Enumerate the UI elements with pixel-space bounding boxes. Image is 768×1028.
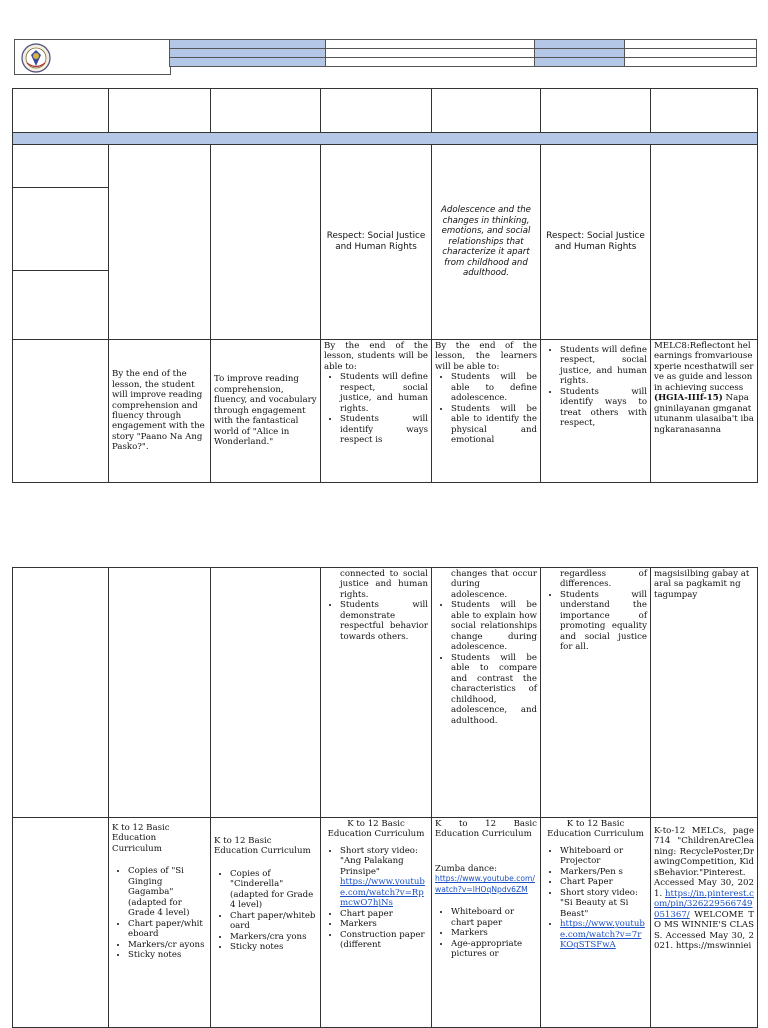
resource-title: K to 12 Basic Education Curriculum — [435, 819, 537, 840]
zumba-link[interactable]: https://www.youtube.com/watch?v=lHOqNpdv6ZM — [435, 874, 535, 894]
list-item: • Students will be able to explain how social relationships change during adolescence. — [451, 600, 537, 652]
lesson-plan-table-page2 — [12, 567, 758, 1028]
topic-text: Respect: Social Justice and Human Rights — [546, 231, 645, 252]
video-link[interactable]: https://www.youtube.com/watch?v=7rKOgSTSFwA — [560, 919, 645, 951]
continued-text: changes that occur during adolescence. — [451, 569, 537, 600]
label-cell-1 — [13, 89, 109, 133]
zumba-label: Zumba dance: — [435, 863, 497, 874]
objective-col2 — [109, 340, 211, 483]
resources-col4 — [321, 818, 432, 1028]
list-item: • Chart Paper — [560, 877, 647, 887]
list-item: • Chart paper — [340, 909, 428, 919]
label-cell-7 — [13, 818, 109, 1028]
list-item: • Markers — [340, 919, 428, 929]
list-item: • Whiteboard or Projector — [560, 846, 647, 867]
objective-col4 — [321, 340, 432, 483]
list-item: • Construction paper (different — [340, 930, 428, 951]
continued-text: magsisilbing gabay at aral sa pagkamit ng tagumpay — [654, 569, 750, 600]
list-item: • Markers/Pen s — [560, 867, 647, 877]
list-item: • Chart paper/whit eboard — [128, 919, 207, 940]
list-item: • Students will demonstrate respectful behavior towards others. — [340, 600, 428, 642]
cont-col4 — [321, 568, 432, 818]
objective-text: By the end of the lesson, the student will improve reading comprehension and fluency through engagement with the story "Paano Na Ang Pasko?". — [112, 369, 205, 453]
resources-col5 — [432, 818, 541, 1028]
reference-text: https://mswinniei — [675, 941, 752, 952]
topic-text: Respect: Social Justice and Human Rights — [326, 231, 426, 252]
list-item: • Students will be able to define adolescence. — [451, 372, 537, 403]
list-item: • Students will identify ways respect is — [340, 414, 428, 445]
header-block — [14, 39, 756, 75]
list-item: • Whiteboard or chart paper — [451, 907, 537, 928]
list-item: • Students will be able to compare and contrast the characteristics of childhood, adolescence, and adulthood. — [451, 653, 537, 726]
list-item: • Sticky notes — [230, 942, 317, 952]
label-cell-2 — [13, 145, 109, 188]
list-item: • Students will identify ways to treat others with respect, — [560, 387, 647, 429]
objective-col6 — [541, 340, 651, 483]
logo-box — [14, 39, 171, 75]
resources-col2 — [109, 818, 211, 1028]
list-item: • Short story video: "Si Beauty at Si Beast" — [560, 888, 647, 919]
topic-text: Adolescence and the changes in thinking, emotions, and social relationships that characterize it apart from childhood and adulthood. — [441, 205, 531, 279]
lesson-plan-table-page1 — [12, 88, 758, 483]
resource-title: K to 12 Basic Education Curriculum — [547, 819, 644, 840]
resources-col7 — [651, 818, 758, 1028]
cont-col6 — [541, 568, 651, 818]
label-cell-5 — [13, 340, 109, 483]
deped-seal-icon — [21, 43, 51, 77]
resources-col3 — [211, 818, 321, 1028]
list-item: • Students will understand the importance of promoting equality and social justice for all. — [560, 590, 647, 653]
list-item: • Markers — [451, 928, 537, 938]
objective-col5 — [432, 340, 541, 483]
label-cell-4 — [13, 271, 109, 340]
resource-title: K to 12 Basic Education Curriculum — [327, 819, 425, 840]
objective-intro: By the end of the lesson, the learners will be able to: — [435, 341, 537, 372]
cont-col7 — [651, 568, 758, 818]
list-item: • Copies of "Cinderella" (adapted for Grade 4 level) — [230, 869, 317, 911]
list-item: • Students will be able to identify the physical and emotional — [451, 404, 537, 446]
reference-text: WELCOME TO MS WINNIE'S CLASS. Accessed May 30, 2021. — [654, 909, 754, 952]
resource-title: K to 12 Basic Education Curriculum — [214, 836, 311, 857]
video-link[interactable]: https://www.youtube.com/watch?v=RpmcwO7hjNs — [340, 877, 425, 909]
list-item: • Copies of "Si Ginging Gagamba" (adapted for Grade 4 level) — [128, 866, 207, 918]
objective-intro: By the end of the lesson, students will be able to: — [324, 341, 428, 372]
header-form-table — [169, 39, 757, 67]
melc-text: Napagninilayanan gmganatutunanm ulasaiba't ibangkaranasanna — [654, 393, 754, 435]
objective-col3 — [211, 340, 321, 483]
objective-text: To improve reading comprehension, fluency, and vocabulary through engagement with the fantastical world of "Alice in Wonderland." — [214, 374, 317, 448]
topic-cell-col5 — [432, 145, 541, 340]
section-band — [13, 133, 758, 145]
reference-link[interactable]: https://in.pinterest.com/pin/326229566749051367/ — [654, 888, 754, 920]
list-item: • Markers/cra yons — [230, 932, 317, 942]
resources-col6 — [541, 818, 651, 1028]
resource-title: K to 12 Basic Education Curriculum — [112, 823, 170, 854]
topic-cell-col4 — [321, 145, 432, 340]
continued-text: connected to social justice and human rights. — [340, 569, 428, 600]
continued-text: regardless of differences. — [560, 569, 647, 590]
label-cell-3 — [13, 188, 109, 271]
objective-col7 — [651, 340, 758, 483]
topic-cell-col6 — [541, 145, 651, 340]
list-item: • Markers/cr ayons — [128, 940, 207, 950]
label-cell-6 — [13, 568, 109, 818]
melc-text: MELC8:Reflectont helearnings fromvariousexperie ncesthatwill serve as guide and lesson in achieving success — [654, 341, 754, 393]
list-item: • Students will define respect, social justice, and human rights. — [340, 372, 428, 414]
list-item: • Age-appropriate pictures or — [451, 939, 537, 960]
cont-col5 — [432, 568, 541, 818]
melc-code: (HGIA-IIIf-15) — [654, 393, 723, 404]
reference-text: K-to-12 MELCs, page 714 "ChildrenAreCleaning: RecyclePoster,DrawingCompetition, KidsBehavior."Pinterest. Accessed May 30, 2021. — [654, 826, 754, 899]
list-item: • Chart paper/whiteb oard — [230, 911, 317, 932]
list-item: Short story video: "Ang Palakang Prinsipe" — [340, 845, 418, 877]
list-item: • Students will define respect, social justice, and human rights. — [560, 345, 647, 387]
list-item: • Sticky notes — [128, 950, 207, 960]
